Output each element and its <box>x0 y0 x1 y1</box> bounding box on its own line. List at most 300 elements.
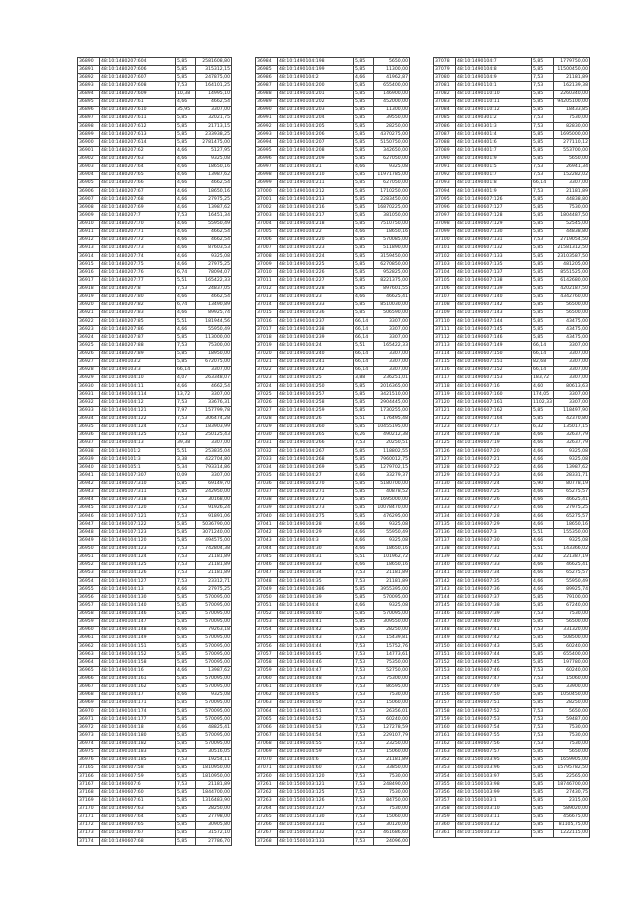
cadastral-number-cell: 48:10:1490104:44 <box>278 643 354 651</box>
value-cell: 56500,00 <box>554 301 590 309</box>
cadastral-number-cell: 48:10:1500103:13 <box>456 829 532 837</box>
value-cell: 5650,00 <box>554 748 590 756</box>
row-number-cell: 37089 <box>434 147 456 155</box>
cadastral-number-cell: 48:10:1490607:3 <box>456 529 532 537</box>
row-number-cell: 37011 <box>256 277 278 285</box>
rate-cell: 5,85 <box>176 634 196 642</box>
row-number-cell: 36987 <box>256 82 278 90</box>
data-table-1 <box>77 57 232 846</box>
row-number-cell: 36955 <box>78 586 100 594</box>
row-number-cell: 37094 <box>434 188 456 196</box>
cadastral-number-cell: 48:10:1490104:121 <box>100 407 176 415</box>
cadastral-number-cell: 48:10:1490104:201 <box>278 90 354 98</box>
rate-cell: 5,85 <box>354 114 374 122</box>
rate-cell: 5,85 <box>532 602 554 610</box>
row-number-cell: 36967 <box>78 683 100 691</box>
row-number-cell: 36942 <box>78 480 100 488</box>
table-row <box>256 334 410 342</box>
table-row <box>256 163 410 171</box>
row-number-cell: 37015 <box>256 309 278 317</box>
rate-cell: 5,85 <box>532 285 554 293</box>
rate-cell: 5,51 <box>354 553 374 561</box>
table-row <box>78 123 232 131</box>
data-table-2 <box>255 57 410 846</box>
table-row <box>78 82 232 90</box>
value-cell: 15752,76 <box>374 643 410 651</box>
row-number-cell: 37068 <box>256 740 278 748</box>
value-cell: 1804487,50 <box>554 212 590 220</box>
rate-cell: 5,85 <box>354 155 374 163</box>
rate-cell: 5,85 <box>176 773 196 781</box>
row-number-cell: 36998 <box>256 171 278 179</box>
value-cell: 242950,00 <box>196 488 232 496</box>
row-number-cell: 37166 <box>78 773 100 781</box>
table-row <box>78 537 232 545</box>
table-row <box>78 569 232 577</box>
cadastral-number-cell: 48:10:1490401:6 <box>456 139 532 147</box>
value-cell: 1710250,00 <box>374 188 410 196</box>
value-cell: 15060,00 <box>374 748 410 756</box>
cadastral-number-cell: 48:10:1490607:16 <box>456 383 532 391</box>
row-number-cell: 36908 <box>78 204 100 212</box>
row-number-cell: 37097 <box>434 212 456 220</box>
row-number-cell: 37087 <box>434 131 456 139</box>
table-row <box>256 537 410 545</box>
rate-cell: 7,53 <box>176 342 196 350</box>
value-cell: 91891,06 <box>196 513 232 521</box>
rate-cell: 7,53 <box>532 82 554 90</box>
value-cell: 28250,00 <box>554 699 590 707</box>
value-cell: 3307,00 <box>196 472 232 480</box>
rate-cell: 7,53 <box>354 838 374 846</box>
table-row <box>256 342 410 350</box>
cadastral-number-cell: 48:10:1490104:114 <box>100 391 176 399</box>
rate-cell: 5,85 <box>176 829 196 837</box>
value-cell: 21181,89 <box>196 561 232 569</box>
rate-cell: 5,85 <box>532 301 554 309</box>
value-cell: 3307,00 <box>554 374 590 382</box>
row-number-cell: 37056 <box>256 643 278 651</box>
row-number-cell: 36891 <box>78 66 100 74</box>
cadastral-number-cell: 48:10:1490104:123 <box>100 545 176 553</box>
rate-cell: 6,74 <box>176 269 196 277</box>
cadastral-number-cell: 48:10:1490607:65 <box>100 821 176 829</box>
rate-cell: 5,85 <box>532 131 554 139</box>
row-number-cell: 37022 <box>256 366 278 374</box>
row-number-cell: 36957 <box>78 602 100 610</box>
cadastral-number-cell: 48:10:1490107:307 <box>100 472 176 480</box>
table-row <box>256 781 410 789</box>
rate-cell: 4,66 <box>532 472 554 480</box>
table-row <box>256 147 410 155</box>
row-number-cell: 36993 <box>256 131 278 139</box>
rate-cell: 66,14 <box>532 366 554 374</box>
table-row <box>256 488 410 496</box>
value-cell: 27786,70 <box>196 838 232 846</box>
value-cell: 13987,62 <box>196 204 232 212</box>
value-cell: 59487,00 <box>554 716 590 724</box>
value-cell: 75350,00 <box>374 659 410 667</box>
cadastral-number-cell: 48:10:1490104:233 <box>278 301 354 309</box>
table-row <box>78 634 232 642</box>
cadastral-number-cell: 48:10:1490104:183 <box>100 748 176 756</box>
rate-cell: 5,85 <box>354 269 374 277</box>
table-row <box>434 659 590 667</box>
rate-cell: 5,85 <box>354 391 374 399</box>
rate-cell: 4,66 <box>176 586 196 594</box>
cadastral-number-cell: 48:10:1490104:161 <box>100 675 176 683</box>
cadastral-number-cell: 48:10:1490104:122 <box>100 415 176 423</box>
table-row <box>434 756 590 764</box>
cadastral-number-cell: 48:10:1490104:228 <box>278 285 354 293</box>
rate-cell: 5,85 <box>176 732 196 740</box>
value-cell: 2260340,00 <box>554 90 590 98</box>
row-number-cell: 37095 <box>434 196 456 204</box>
cadastral-number-cell: 48:10:1490104:271 <box>278 488 354 496</box>
value-cell: 165422,33 <box>374 342 410 350</box>
cadastral-number-cell: 48:10:1490607:18 <box>456 431 532 439</box>
cadastral-number-cell: 48:10:1490104:260 <box>278 423 354 431</box>
table-row <box>78 155 232 163</box>
table-row <box>256 756 410 764</box>
cadastral-number-cell: 48:10:1490104:6 <box>278 756 354 764</box>
row-number-cell: 37158 <box>434 708 456 716</box>
row-number-cell: 37027 <box>256 407 278 415</box>
value-cell: 60240,00 <box>374 716 410 724</box>
cadastral-number-cell: 48:10:1480207:71 <box>100 228 176 236</box>
row-number-cell: 37078 <box>434 58 456 66</box>
row-number-cell: 37120 <box>434 399 456 407</box>
value-cell: 164101,25 <box>196 82 232 90</box>
value-cell: 44838,80 <box>554 196 590 204</box>
row-number-cell: 36925 <box>78 342 100 350</box>
value-cell: 91926,24 <box>196 504 232 512</box>
table-row <box>256 220 410 228</box>
rate-cell: 7,53 <box>354 569 374 577</box>
cadastral-number-cell: 48:10:1490104:209 <box>278 155 354 163</box>
table-row <box>78 651 232 659</box>
row-number-cell: 37099 <box>434 228 456 236</box>
table-row <box>78 789 232 797</box>
rate-cell: 7,53 <box>532 667 554 675</box>
value-cell: 48825,41 <box>196 724 232 732</box>
table-row <box>256 431 410 439</box>
table-row <box>256 391 410 399</box>
rate-cell: 7,53 <box>176 496 196 504</box>
table-row <box>434 708 590 716</box>
table-row <box>78 716 232 724</box>
rate-cell: 7,53 <box>354 821 374 829</box>
rate-cell: 5,85 <box>532 318 554 326</box>
value-cell: 233938,25 <box>196 131 232 139</box>
cadastral-number-cell: 48:10:1490104:227 <box>278 277 354 285</box>
value-cell: 7510750,00 <box>374 220 410 228</box>
table-row <box>434 334 590 342</box>
table-row <box>434 155 590 163</box>
cadastral-number-cell: 48:10:1490607:145 <box>456 326 532 334</box>
table-row <box>434 163 590 171</box>
table-row <box>78 683 232 691</box>
row-number-cell: 37066 <box>256 724 278 732</box>
value-cell: 1810950,00 <box>196 764 232 772</box>
table-row <box>78 58 232 66</box>
rate-cell: 5,85 <box>354 171 374 179</box>
value-cell: 1844700,00 <box>196 789 232 797</box>
table-row <box>434 488 590 496</box>
row-number-cell: 36968 <box>78 691 100 699</box>
table-row <box>78 236 232 244</box>
rate-cell: 5,85 <box>176 797 196 805</box>
row-number-cell: 37135 <box>434 521 456 529</box>
cadastral-number-cell: 48:10:1490104:211 <box>278 179 354 187</box>
row-number-cell: 37128 <box>434 464 456 472</box>
table-row <box>256 114 410 122</box>
table-row <box>434 805 590 813</box>
row-number-cell: 37358 <box>434 805 456 813</box>
rate-cell: 5,85 <box>532 204 554 212</box>
row-number-cell: 37016 <box>256 318 278 326</box>
value-cell: 65275,57 <box>554 488 590 496</box>
table-row <box>78 244 232 252</box>
row-number-cell: 36972 <box>78 724 100 732</box>
cadastral-number-cell: 48:10:1490104:51 <box>278 708 354 716</box>
row-number-cell: 37035 <box>256 472 278 480</box>
table-row <box>256 90 410 98</box>
row-number-cell: 37267 <box>256 829 278 837</box>
table-row <box>256 521 410 529</box>
row-number-cell: 36961 <box>78 634 100 642</box>
rate-cell: 5,85 <box>532 269 554 277</box>
table-row <box>434 789 590 797</box>
row-number-cell: 37082 <box>434 90 456 98</box>
table-row <box>434 740 590 748</box>
cadastral-number-cell: 48:10:1480207:72 <box>100 236 176 244</box>
value-cell: 27975,25 <box>196 261 232 269</box>
row-number-cell: 37041 <box>256 521 278 529</box>
row-number-cell: 37036 <box>256 480 278 488</box>
cadastral-number-cell: 48:10:1490107:121 <box>100 513 176 521</box>
rate-cell: 4,66 <box>176 253 196 261</box>
value-cell: 3307,00 <box>196 391 232 399</box>
row-number-cell: 37008 <box>256 253 278 261</box>
value-cell: 6142680,00 <box>554 277 590 285</box>
value-cell: 15795782,50 <box>554 764 590 772</box>
row-number-cell: 37101 <box>434 244 456 252</box>
value-cell: 18650,16 <box>554 521 590 529</box>
value-cell: 2283450,00 <box>374 196 410 204</box>
rate-cell: 5,85 <box>176 699 196 707</box>
table-row <box>256 82 410 90</box>
rate-cell: 7,53 <box>354 578 374 586</box>
row-number-cell: 37017 <box>256 326 278 334</box>
value-cell: 490212,38 <box>374 431 410 439</box>
rate-cell: 4,66 <box>176 155 196 163</box>
rate-cell: 5,85 <box>532 106 554 114</box>
row-number-cell: 36949 <box>78 537 100 545</box>
cadastral-number-cell: 48:10:1490607:54 <box>456 724 532 732</box>
value-cell: 19254,11 <box>196 756 232 764</box>
rate-cell: 7,53 <box>354 634 374 642</box>
value-cell: 655400,00 <box>374 82 410 90</box>
row-number-cell: 36988 <box>256 90 278 98</box>
cadastral-number-cell: 48:10:1490104:217 <box>278 212 354 220</box>
table-row <box>256 244 410 252</box>
table-row <box>434 504 590 512</box>
value-cell: 3421510,00 <box>374 391 410 399</box>
cadastral-number-cell: 48:10:1490104:148 <box>100 626 176 634</box>
row-number-cell: 37154 <box>434 675 456 683</box>
row-number-cell: 37261 <box>256 781 278 789</box>
cadastral-number-cell: 48:10:1490104:130 <box>100 594 176 602</box>
table-row <box>78 675 232 683</box>
value-cell: 127278,59 <box>374 724 410 732</box>
table-row <box>434 578 590 586</box>
value-cell: 9325,08 <box>374 537 410 545</box>
table-row <box>78 708 232 716</box>
row-number-cell: 36992 <box>256 123 278 131</box>
cadastral-number-cell: 48:10:1500103:132 <box>278 829 354 837</box>
table-row <box>434 188 590 196</box>
cadastral-number-cell: 48:10:1490104:265 <box>278 431 354 439</box>
row-number-cell: 36976 <box>78 756 100 764</box>
rate-cell: 0,09 <box>176 472 196 480</box>
row-number-cell: 37143 <box>434 586 456 594</box>
table-row <box>434 415 590 423</box>
value-cell: 42370,80 <box>554 415 590 423</box>
cadastral-number-cell: 48:10:1490607:40 <box>456 618 532 626</box>
value-cell: 4662,54 <box>196 179 232 187</box>
rate-cell: 5,85 <box>532 618 554 626</box>
table-row <box>256 98 410 106</box>
cadastral-number-cell: 48:10:1490401:9 <box>456 188 532 196</box>
rate-cell: 5,85 <box>176 74 196 82</box>
value-cell: 1730255,00 <box>374 407 410 415</box>
rate-cell: 4,66 <box>176 204 196 212</box>
row-number-cell: 36964 <box>78 659 100 667</box>
row-number-cell: 37126 <box>434 448 456 456</box>
value-cell: 28250,00 <box>374 123 410 131</box>
table-row <box>256 472 410 480</box>
value-cell: 570095,00 <box>196 659 232 667</box>
table-row <box>434 667 590 675</box>
rate-cell: 5,85 <box>176 651 196 659</box>
row-number-cell: 37081 <box>434 82 456 90</box>
table-row <box>434 521 590 529</box>
cadastral-number-cell: 48:10:1490104:21 <box>278 163 354 171</box>
rate-cell: 5,85 <box>354 383 374 391</box>
value-cell: 40878,52 <box>374 488 410 496</box>
rate-cell: 66,14 <box>354 334 374 342</box>
value-cell: 570095,00 <box>196 675 232 683</box>
row-number-cell: 36940 <box>78 464 100 472</box>
rate-cell: 4,66 <box>354 602 374 610</box>
row-number-cell: 36989 <box>256 98 278 106</box>
value-cell: 4370275,00 <box>374 131 410 139</box>
value-cell: 89925,74 <box>554 586 590 594</box>
value-cell: 2315,00 <box>554 797 590 805</box>
cadastral-number-cell: 48:10:1480207:604 <box>100 58 176 66</box>
value-cell: 28250,00 <box>374 626 410 634</box>
row-number-cell: 36941 <box>78 472 100 480</box>
row-number-cell: 36943 <box>78 488 100 496</box>
row-number-cell: 36937 <box>78 439 100 447</box>
cadastral-number-cell: 48:10:1480207:89 <box>100 350 176 358</box>
rate-cell: 10,38 <box>176 90 196 98</box>
row-number-cell: 36944 <box>78 496 100 504</box>
value-cell: 41962,87 <box>374 74 410 82</box>
value-cell: 30168,00 <box>196 496 232 504</box>
rate-cell: 5,51 <box>354 342 374 350</box>
cadastral-number-cell: 48:10:1490607:32 <box>456 553 532 561</box>
table-row <box>434 236 590 244</box>
table-row <box>256 366 410 374</box>
cadastral-number-cell: 48:10:1480207:70 <box>100 220 176 228</box>
value-cell: 481205,00 <box>554 261 590 269</box>
rate-cell: 66,14 <box>532 179 554 187</box>
cadastral-number-cell: 48:10:1490401:9 <box>456 155 532 163</box>
row-number-cell: 37069 <box>256 748 278 756</box>
table-row <box>78 456 232 464</box>
table-row <box>434 253 590 261</box>
cadastral-number-cell: 48:10:1490105:1 <box>100 464 176 472</box>
row-number-cell: 37359 <box>434 813 456 821</box>
row-number-cell: 36933 <box>78 407 100 415</box>
cadastral-number-cell: 48:10:1490104:147 <box>100 618 176 626</box>
table-row <box>256 797 410 805</box>
cadastral-number-cell: 48:10:1490104:11 <box>100 383 176 391</box>
value-cell: 78094,07 <box>196 269 232 277</box>
row-number-cell: 36912 <box>78 236 100 244</box>
cadastral-number-cell: 48:10:1490104:17 <box>100 691 176 699</box>
table-row <box>256 374 410 382</box>
row-number-cell: 37150 <box>434 643 456 651</box>
value-cell: 3307,00 <box>554 358 590 366</box>
cadastral-number-cell: 48:10:1490401:8 <box>456 179 532 187</box>
row-number-cell: 37045 <box>256 553 278 561</box>
table-row <box>434 699 590 707</box>
row-number-cell: 36928 <box>78 366 100 374</box>
value-cell: 4662,54 <box>196 98 232 106</box>
cadastral-number-cell: 48:10:1500103:127 <box>278 805 354 813</box>
rate-cell: 7,97 <box>176 407 196 415</box>
cadastral-number-cell: 48:10:1490607:126 <box>456 196 532 204</box>
cadastral-number-cell: 48:10:1490104:47 <box>278 667 354 675</box>
table-row <box>434 391 590 399</box>
cadastral-number-cell: 48:10:1490101:3 <box>100 456 176 464</box>
value-cell: 248490,00 <box>374 781 410 789</box>
rate-cell: 5,85 <box>354 66 374 74</box>
row-number-cell: 36906 <box>78 188 100 196</box>
cadastral-number-cell: 48:10:1500103:11 <box>456 813 532 821</box>
rate-cell: 7,53 <box>354 756 374 764</box>
rate-cell: 5,90 <box>532 480 554 488</box>
cadastral-number-cell: 48:10:1490104:55 <box>278 740 354 748</box>
value-cell: 27798,00 <box>196 813 232 821</box>
table-row <box>78 407 232 415</box>
cadastral-number-cell: 48:10:1490107:123 <box>100 529 176 537</box>
table-row <box>256 513 410 521</box>
table-row <box>434 326 590 334</box>
table-row <box>78 309 232 317</box>
row-number-cell: 37264 <box>256 805 278 813</box>
cadastral-number-cell: 48:10:1490401:5 <box>456 163 532 171</box>
cadastral-number-cell: 48:10:1490104:226 <box>278 269 354 277</box>
cadastral-number-cell: 48:10:1490104:126 <box>100 569 176 577</box>
row-number-cell: 37159 <box>434 716 456 724</box>
cadastral-number-cell: 48:10:1490104:241 <box>278 358 354 366</box>
table-row <box>78 261 232 269</box>
table-row <box>434 602 590 610</box>
